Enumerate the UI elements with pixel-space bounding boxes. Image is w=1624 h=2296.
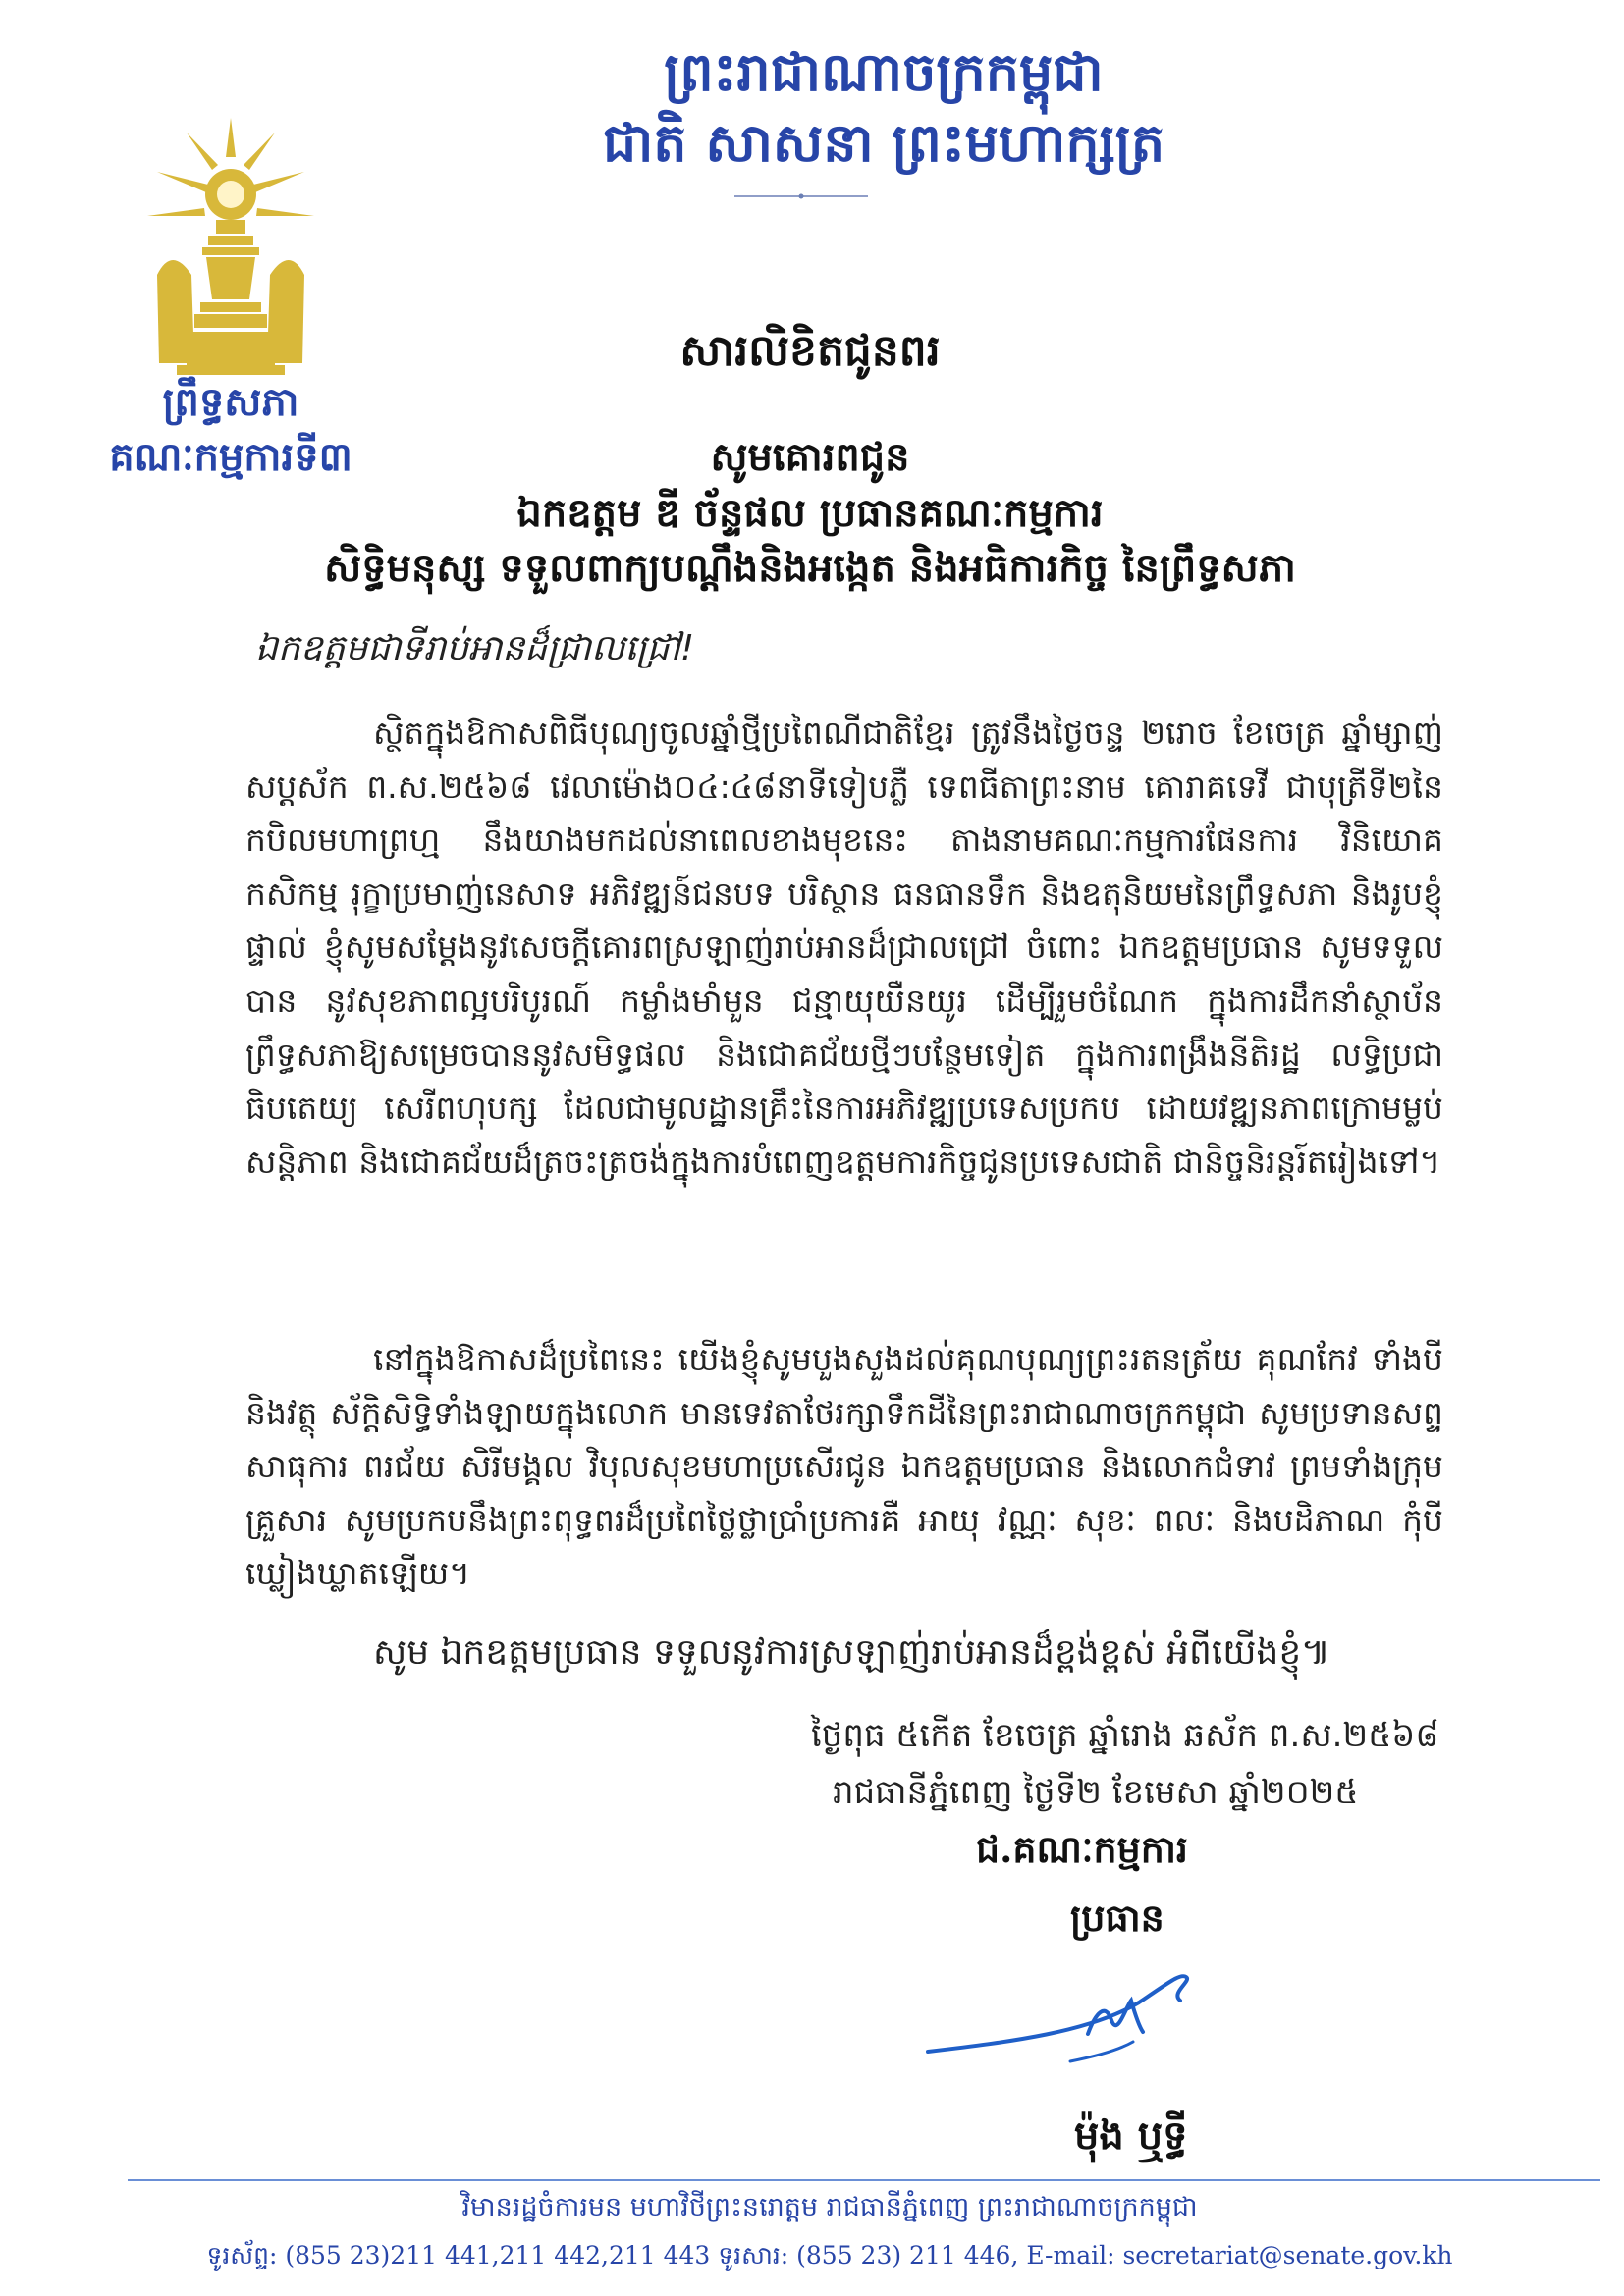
closing-line: សូម ឯកឧត្តមប្រធាន ទទួលនូវការស្រឡាញ់រាប់អានដ៏ខ្ពង់ខ្ពស់ អំពីយើងខ្ញុំ៕ [373, 1632, 1331, 1673]
body-paragraph-1: ស្ថិតក្នុងឱកាសពិធីបុណ្យចូលឆ្នាំថ្មីប្រពៃណីជាតិខ្មែរ ត្រូវនឹងថ្ងៃចន្ទ ២រោច ខែចេត្រ ឆ្នាំម្សាញ់ សប្តស័ក ព.ស.២៥៦៨ វេលាម៉ោង០៤:៤៨នាទីទៀបភ្លឺ ទេពធីតាព្រះនាម គោរាគទេវី ជាបុត្រីទី២នៃកបិលមហាព្រហ្ម នឹងយាងមកដល់នាពេលខាងមុខនេះ តាងនាមគណៈកម្មការផែនការ វិនិយោគ កសិកម្ម រុក្ខាប្រមាញ់នេសាទ អភិវឌ្ឍន៍ជនបទ បរិស្ថាន ធនធានទឹក និងឧតុនិយមនៃព្រឹទ្ធសភា និងរូបខ្ញុំផ្ទាល់ ខ្ញុំសូមសម្តែងនូវសេចក្តីគោរពស្រឡាញ់រាប់អានដ៏ជ្រាលជ្រៅ ចំពោះ ឯកឧត្តមប្រធាន សូមទទួលបាន នូវសុខភាពល្អបរិបូរណ៍ កម្លាំងមាំមួន ជន្មាយុយឺនយូរ ដើម្បីរួមចំណែក ក្នុងការដឹកនាំស្ថាប័ន ព្រឹទ្ធសភាឱ្យសម្រេចបាននូវសមិទ្ធផល និងជោគជ័យថ្មីៗបន្ថែមទៀត ក្នុងការពង្រឹងនីតិរដ្ឋ លទ្ធិប្រជាធិបតេយ្យ សេរីពហុបក្ស ដែលជាមូលដ្ឋានគ្រឹះនៃការអភិវឌ្ឍប្រទេសប្រកប ដោយវឌ្ឍនភាពក្រោមម្លប់សន្តិភាព និងជោគជ័យដ៏ត្រចះត្រចង់ក្នុងការបំពេញឧត្តមការកិច្ចជូនប្រទេសជាតិ ជានិច្ចនិរន្តរ៍តរៀងទៅ។ [245, 714, 1443, 1181]
footer-address: វិមានរដ្ឋចំការមន មហាវិថីព្រះនរោត្តម រាជធានីភ្នំពេញ ព្រះរាជាណាចក្រកម្ពុជា [461, 2192, 1198, 2222]
org-name: ព្រឹទ្ធសភា [162, 379, 299, 425]
header-divider [734, 192, 868, 200]
signer-name: ម៉ុង ឬទ្ធី [1074, 2112, 1188, 2159]
org-committee: គណៈកម្មការទី៣ [109, 434, 352, 480]
salutation: ឯកឧត្តមជាទីរាប់អានដ៏ជ្រាលជ្រៅ! [255, 628, 695, 668]
footer-rule [128, 2179, 1600, 2181]
addressee-greeting: សូមគោរពជូន [710, 434, 910, 480]
body-paragraph-2: នៅក្នុងឱកាសដ៏ប្រពៃនេះ យើងខ្ញុំសូមបួងសួងដល់គុណបុណ្យព្រះរតនត្រ័យ គុណកែវ ទាំងបី និងវត្ថុ ស័ក្តិសិទ្ធិទាំងឡាយក្នុងលោក មានទេវតាថែរក្សាទឹកដីនៃព្រះរាជាណាចក្រកម្ពុជា សូមប្រទានសព្ទសាធុការ ពរជ័យ សិរីមង្គល វិបុលសុខមហាប្រសើរជូន ឯកឧត្តមប្រធាន និងលោកជំទាវ ព្រមទាំងក្រុមគ្រួសារ សូមប្រកបនឹងព្រះពុទ្ធពរដ៏ប្រពៃថ្លៃថ្លាប្រាំប្រការគឺ អាយុ វណ្ណៈ សុខៈ ពលៈ និងបដិភាណ កុំបីឃ្លៀងឃ្លាតឡើយ។ [245, 1340, 1443, 1593]
signer-title: ប្រធាន [1070, 1896, 1164, 1940]
addressee-committee: សិទ្ធិមនុស្ស ទទួលពាក្យបណ្តឹងនិងអង្កេត និងអធិការកិច្ច នៃព្រឹទ្ធសភា [324, 545, 1296, 591]
date-lunar: ថ្ងៃពុធ ៥កើត ខែចេត្រ ឆ្នាំរោង ឆស័ក ព.ស.២៥៦៨ [811, 1716, 1439, 1755]
document-type: សារលិខិតជូនពរ [679, 326, 941, 376]
signer-office: ជ.គណៈកម្មការ [976, 1827, 1188, 1871]
footer-contact: ទូរស័ព្ទ: (855 23)211 441,211 442,211 443 ទូរសារ: (855 23) 211 446, E-mail: secretariat@senate.gov.kh [206, 2241, 1453, 2269]
kingdom-title: ព្រះរាជាណាចក្រកម្ពុជា [664, 40, 1104, 103]
national-motto: ជាតិ សាសនា ព្រះមហាក្សត្រ [602, 111, 1165, 174]
addressee-name: ឯកឧត្តម ឌី ច័ន្ទផល ប្រធានគណៈកម្មការ [516, 490, 1104, 536]
date-place: រាជធានីភ្នំពេញ ថ្ងៃទី២ ខែមេសា ឆ្នាំ២០២៥ [833, 1773, 1359, 1812]
signature-image [923, 1944, 1218, 2091]
